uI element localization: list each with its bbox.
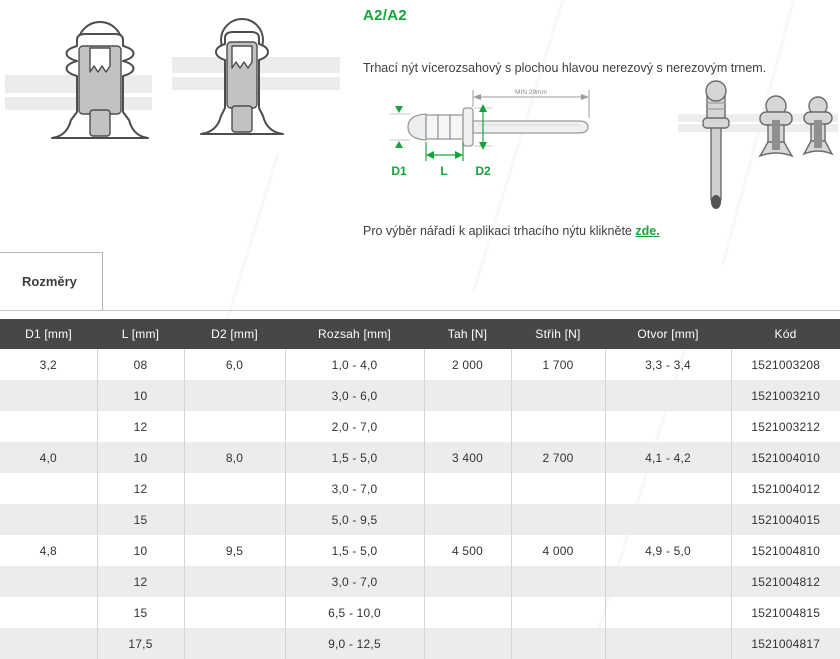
table-cell: 1521004817 <box>731 628 840 659</box>
table-cell: 1,0 - 4,0 <box>285 349 424 380</box>
table-row <box>0 504 840 535</box>
table-cell: 9,0 - 12,5 <box>285 628 424 659</box>
table-cell <box>605 411 731 442</box>
table-row <box>0 411 840 442</box>
table-header-row <box>0 319 840 349</box>
table-cell: 1521004015 <box>731 504 840 535</box>
section-divider <box>0 310 840 311</box>
table-cell: 1521003208 <box>731 349 840 380</box>
table-cell: 12 <box>97 411 184 442</box>
table-cell <box>0 628 97 659</box>
column-header: Kód <box>731 319 840 349</box>
table-row <box>0 442 840 473</box>
table-cell <box>605 628 731 659</box>
table-row <box>0 566 840 597</box>
table-cell <box>511 597 605 628</box>
table-cell <box>424 504 511 535</box>
table-cell <box>424 597 511 628</box>
table-cell: 08 <box>97 349 184 380</box>
table-row <box>0 380 840 411</box>
table-cell: 3,2 <box>39 357 57 372</box>
table-cell <box>511 504 605 535</box>
table-cell <box>605 473 731 504</box>
product-title: A2/A2 <box>363 7 408 24</box>
d2-label: D2 <box>475 164 491 178</box>
column-header: Rozsah [mm] <box>285 319 424 349</box>
table-cell <box>511 411 605 442</box>
table-cell: 3 400 <box>424 442 511 473</box>
tools-note-text: Pro výběr nářadí k aplikaci trhacího nýtu klikněte <box>363 224 636 238</box>
table-cell <box>184 566 285 597</box>
l-label: L <box>440 164 448 178</box>
tools-link[interactable]: zde. <box>635 224 660 238</box>
table-cell: 4,8 <box>39 543 57 558</box>
table-cell <box>511 380 605 411</box>
table-cell <box>0 504 97 535</box>
table-cell <box>605 597 731 628</box>
table-row <box>0 597 840 628</box>
table-cell: 6,0 <box>184 349 285 380</box>
table-cell: 3,3 - 3,4 <box>605 349 731 380</box>
table-cell: 1521004812 <box>731 566 840 597</box>
d1-label: D1 <box>391 164 407 178</box>
table-row <box>0 535 840 566</box>
table-cell: 2 700 <box>511 442 605 473</box>
table-cell <box>605 380 731 411</box>
table-row <box>0 473 840 504</box>
table-cell <box>605 504 731 535</box>
table-cell: 1521003210 <box>731 380 840 411</box>
table-cell <box>511 473 605 504</box>
table-cell: 1,5 - 5,0 <box>285 442 424 473</box>
table-cell: 2,0 - 7,0 <box>285 411 424 442</box>
table-cell: 17,5 <box>97 628 184 659</box>
table-cell: 1521004815 <box>731 597 840 628</box>
table-cell: 1,5 - 5,0 <box>285 535 424 566</box>
tab-rozmery[interactable] <box>0 252 103 310</box>
table-cell <box>0 411 97 442</box>
table-cell: 10 <box>97 535 184 566</box>
table-row <box>0 349 840 380</box>
table-cell: 10 <box>97 442 184 473</box>
background-streak <box>224 153 279 326</box>
table-cell <box>424 473 511 504</box>
table-cell: 4,1 - 4,2 <box>605 442 731 473</box>
table-row <box>0 628 840 659</box>
column-header: Otvor [mm] <box>605 319 731 349</box>
tools-note <box>363 224 660 238</box>
table-cell: 12 <box>97 566 184 597</box>
column-header: D1 [mm] <box>0 319 97 349</box>
min-length-label: MIN 29mm <box>515 89 547 96</box>
table-cell <box>424 411 511 442</box>
dimensions-table <box>0 319 840 659</box>
table-cell <box>424 380 511 411</box>
table-cell <box>184 628 285 659</box>
table-cell: 1521004012 <box>731 473 840 504</box>
table-cell: 3,0 - 7,0 <box>285 566 424 597</box>
d1-arrow-bottom <box>395 141 403 148</box>
table-cell <box>511 628 605 659</box>
table-cell: 4,0 <box>39 450 57 465</box>
table-cell: 3,0 - 7,0 <box>285 473 424 504</box>
table-cell: 4 000 <box>511 535 605 566</box>
column-header: Tah [N] <box>424 319 511 349</box>
installed-rivet-cross-sections-illustration <box>5 4 340 156</box>
rivet-before-after-illustration <box>678 80 838 220</box>
table-cell: 8,0 <box>184 442 285 473</box>
table-cell <box>184 504 285 535</box>
table-cell: 15 <box>97 597 184 628</box>
table-cell: 1 700 <box>511 349 605 380</box>
table-cell: 9,5 <box>184 535 285 566</box>
table-cell <box>0 566 97 597</box>
table-cell <box>184 597 285 628</box>
table-cell <box>0 473 97 504</box>
table-cell: 15 <box>97 504 184 535</box>
table-cell: 6,5 - 10,0 <box>285 597 424 628</box>
table-cell: 5,0 - 9,5 <box>285 504 424 535</box>
rivet-side-view <box>408 108 588 146</box>
product-description: Trhací nýt vícerozsahový s plochou hlavou nerezový s nerezovým trnem. <box>363 61 767 75</box>
table-cell: 1521003212 <box>731 411 840 442</box>
column-header: Střih [N] <box>511 319 605 349</box>
table-cell: 1521004010 <box>731 442 840 473</box>
table-cell <box>605 566 731 597</box>
table-cell: 4,9 - 5,0 <box>605 535 731 566</box>
table-cell: 1521004810 <box>731 535 840 566</box>
table-cell <box>424 628 511 659</box>
table-cell: 12 <box>97 473 184 504</box>
table-cell: 3,0 - 6,0 <box>285 380 424 411</box>
table-cell: 10 <box>97 380 184 411</box>
table-cell <box>184 473 285 504</box>
d1-arrow-top <box>395 106 403 113</box>
l-arrow-left <box>426 151 434 159</box>
table-cell: 4 500 <box>424 535 511 566</box>
table-cell: 2 000 <box>424 349 511 380</box>
table-cell <box>424 566 511 597</box>
table-cell <box>0 380 97 411</box>
rivet-dimension-diagram <box>360 82 600 182</box>
table-cell <box>184 411 285 442</box>
table-cell <box>0 597 97 628</box>
tab-rozmery-label: Rozměry <box>22 274 77 289</box>
table-cell <box>184 380 285 411</box>
l-arrow-right <box>455 151 463 159</box>
column-header: D2 [mm] <box>184 319 285 349</box>
table-cell <box>511 566 605 597</box>
column-header: L [mm] <box>97 319 184 349</box>
